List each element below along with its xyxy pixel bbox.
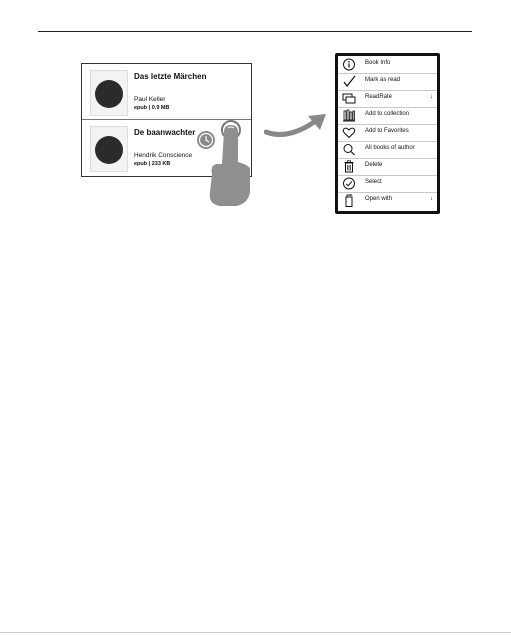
trash-icon <box>342 160 356 173</box>
menu-item-add-to-favorites[interactable] <box>338 124 437 142</box>
book-item-1[interactable] <box>82 64 251 120</box>
book-meta: epub | 0.9 MB <box>134 105 170 111</box>
menu-item-all-books-of-author[interactable] <box>338 141 437 159</box>
menu-item-label: Add to collection <box>365 111 410 117</box>
long-press-hand-icon <box>194 118 274 208</box>
menu-item-label: All books of author <box>365 145 415 151</box>
menu-item-delete[interactable] <box>338 158 437 176</box>
cover-disc <box>95 136 123 164</box>
menu-item-label: Add to Favorites <box>365 128 409 134</box>
info-icon <box>342 58 356 71</box>
menu-item-readrate[interactable] <box>338 90 437 108</box>
heart-icon <box>342 126 356 139</box>
checkmark-icon <box>342 75 356 88</box>
menu-item-label: Select <box>365 179 382 185</box>
cover-disc <box>95 80 123 108</box>
book-author: Hendrik Conscience <box>134 152 193 159</box>
menu-item-label: Open with <box>365 196 393 202</box>
menu-item-label: Book Info <box>365 60 391 66</box>
book-meta: epub | 233 KB <box>134 161 171 167</box>
top-rule <box>38 31 472 32</box>
menu-item-mark-as-read[interactable] <box>338 73 437 91</box>
submenu-arrow-icon: ↓ <box>430 196 433 202</box>
menu-item-book-info[interactable] <box>338 56 437 74</box>
context-menu <box>335 53 440 214</box>
menu-item-label: ReadRate <box>365 94 393 100</box>
menu-item-add-to-collection[interactable] <box>338 107 437 125</box>
comment-icon <box>342 92 356 105</box>
menu-item-label: Mark as read <box>365 77 401 83</box>
bottom-rule <box>0 632 511 633</box>
book-cover <box>90 126 128 172</box>
menu-item-label: Delete <box>365 162 383 168</box>
book-title: Das letzte Märchen <box>134 72 207 81</box>
check-circle-icon <box>342 177 356 190</box>
book-cover <box>90 70 128 116</box>
submenu-arrow-icon: ↓ <box>430 94 433 100</box>
book-title: De baanwachter <box>134 128 196 137</box>
open-with-icon <box>342 194 356 207</box>
book-author: Paul Keller <box>134 96 166 103</box>
library-icon <box>342 109 356 122</box>
curved-arrow-icon <box>264 110 328 140</box>
search-icon <box>342 143 356 156</box>
menu-item-select[interactable] <box>338 175 437 193</box>
menu-item-open-with[interactable] <box>338 192 437 209</box>
